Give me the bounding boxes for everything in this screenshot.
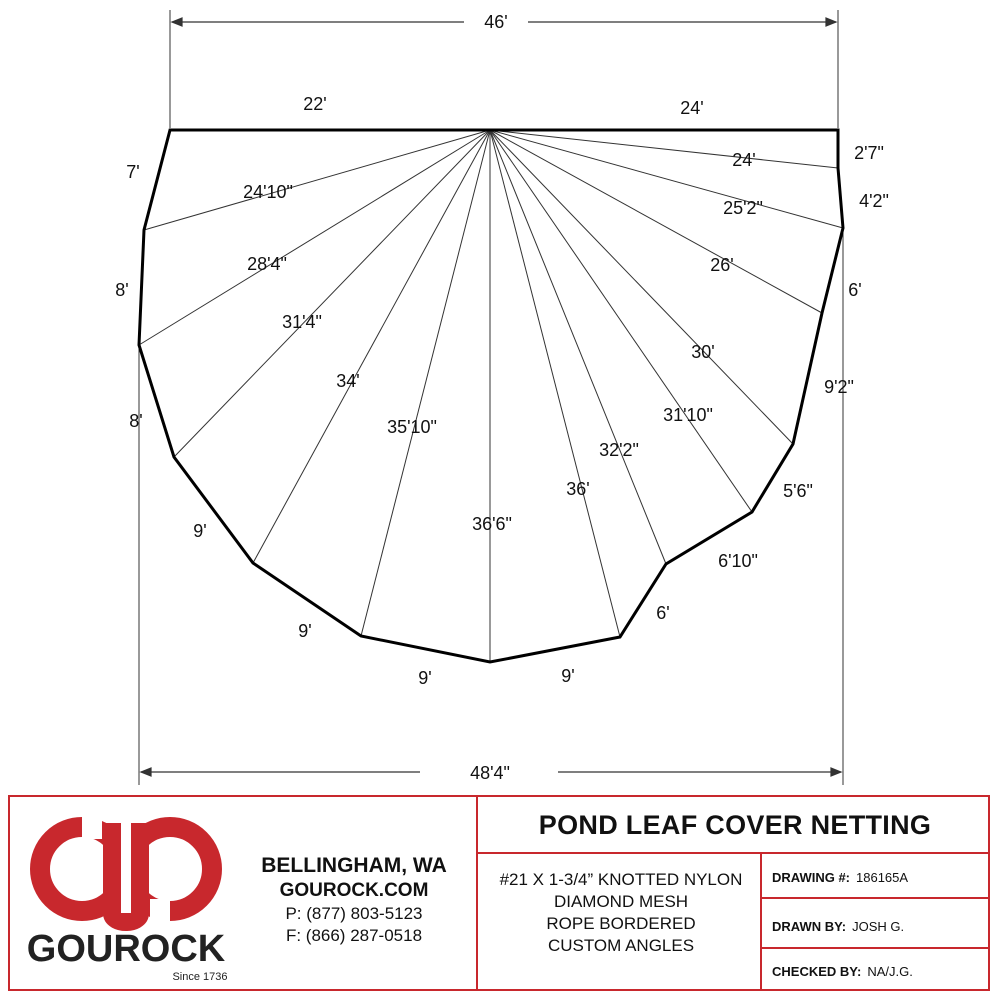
right-side-dim: 4'2"	[859, 191, 889, 211]
checked-by-label: CHECKED BY:	[772, 964, 862, 979]
overall-top-dimension: 46'	[484, 12, 508, 32]
bottom-left-dim: 9'	[418, 668, 432, 688]
right-side-dim: 5'6"	[783, 481, 813, 501]
product-description	[480, 869, 762, 957]
drawing-number-value: 186165A	[856, 870, 909, 885]
radial-dim: 24'	[732, 150, 756, 170]
description-line: #21 X 1-3/4” KNOTTED NYLON	[499, 870, 743, 889]
title-block-divider	[762, 947, 988, 949]
gourock-logo-mark	[40, 813, 212, 925]
description-line: DIAMOND MESH	[553, 892, 689, 911]
radial-dim: 35'10"	[387, 417, 437, 437]
drawing-number-label: DRAWING #:	[772, 870, 850, 885]
overall-bottom-dimension: 48'4"	[470, 763, 510, 783]
radial-dim: 25'2"	[723, 198, 763, 218]
extension-lines	[139, 10, 843, 785]
gourock-logo	[20, 803, 232, 983]
left-side-dim: 8'	[115, 280, 129, 300]
company-city: BELLINGHAM, WA	[261, 854, 447, 877]
right-side-dim: 6'	[848, 280, 862, 300]
left-side-dim: 8'	[129, 411, 143, 431]
drawn-by-field	[772, 919, 990, 934]
company-phone: P: (877) 803-5123	[285, 904, 423, 923]
description-line: CUSTOM ANGLES	[547, 936, 695, 955]
bottom-right-dim: 6'10"	[718, 551, 758, 571]
left-side-dim: 7'	[126, 162, 140, 182]
checked-by-value: NA/J.G.	[867, 964, 913, 979]
logo-since: Since 1736	[172, 971, 228, 983]
bottom-right-dim: 9'	[561, 666, 575, 686]
top-segment-left: 22'	[303, 94, 327, 114]
drawing-number-field	[772, 870, 990, 885]
radial-dim: 31'4"	[282, 312, 322, 332]
radial-dim: 32'2"	[599, 440, 639, 460]
logo-wordmark: GOUROCK	[26, 928, 226, 970]
title-block	[8, 795, 990, 991]
radial-dim: 36'6"	[472, 514, 512, 534]
drawing-title: POND LEAF COVER NETTING	[538, 810, 932, 840]
bottom-left-dim: 9'	[193, 521, 207, 541]
radial-dim: 34'	[336, 371, 360, 391]
checked-by-field	[772, 964, 990, 979]
radial-dim: 24'10"	[243, 182, 293, 202]
title-block-divider	[476, 797, 478, 989]
title-block-divider	[762, 897, 988, 899]
company-website: GOUROCK.COM	[279, 880, 429, 901]
radial-dim: 31'10"	[663, 405, 713, 425]
radial-dim: 36'	[566, 479, 590, 499]
top-segment-right: 24'	[680, 98, 704, 118]
radial-dim: 30'	[691, 342, 715, 362]
right-side-dim: 9'2"	[824, 377, 854, 397]
right-side-dim: 2'7"	[854, 143, 884, 163]
radial-dim: 26'	[710, 255, 734, 275]
company-info	[232, 853, 476, 947]
drawn-by-value: JOSH G.	[852, 919, 905, 934]
bottom-left-dim: 9'	[298, 621, 312, 641]
bottom-right-dim: 6'	[656, 603, 670, 623]
drawn-by-label: DRAWN BY:	[772, 919, 847, 934]
radial-dim: 28'4"	[247, 254, 287, 274]
company-fax: F: (866) 287-0518	[285, 926, 423, 945]
description-line: ROPE BORDERED	[546, 914, 696, 933]
